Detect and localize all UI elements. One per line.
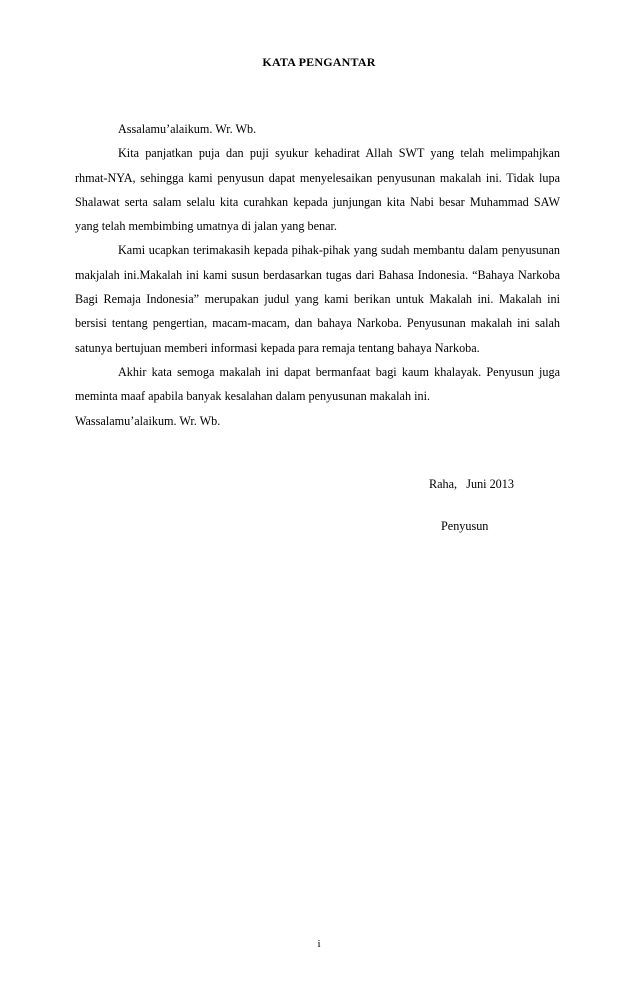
- page-number: i: [317, 938, 321, 950]
- paragraph-acknowledgement: Kami ucapkan terimakasih kepada pihak-pihak yang sudah membantu dalam penyusunan makjalah ini.Makalah ini kami susun berdasarkan tugas dari Bahasa Indonesia. “Bahaya Narkoba Bagi Remaja Indonesia” merupakan judul yang kami berikan untuk Makalah ini. Makalah ini bersisi tentang pengertian, macam-macam, dan bahaya Narkoba. Penyusunan makalah ini salah satunya bertujuan memberi informasi kepada para remaja tentang bahaya Narkoba.: [75, 243, 560, 355]
- paragraph-gratitude-to-god: Kita panjatkan puja dan puji syukur kehadirat Allah SWT yang telah melimpahjkan rhmat-NYA, sehingga kami penyusun dapat menyelesaikan penyusunan makalah ini. Tidak lupa Shalawat serta salam selalu kita curahkan kepada junjungan kita Nabi besar Muhammad SAW yang telah membimbing umatnya di jalan yang benar.: [75, 146, 560, 234]
- place-and-date: Raha, Juni 2013: [429, 477, 514, 491]
- body-text: [75, 117, 560, 433]
- page-title: KATA PENGANTAR: [262, 55, 376, 69]
- author-signature-label: Penyusun: [441, 519, 489, 533]
- closing-greeting: Wassalamu’alaikum. Wr. Wb.: [75, 413, 221, 428]
- paragraph-conclusion: Akhir kata semoga makalah ini dapat bermanfaat bagi kaum khalayak. Penyusun juga meminta maaf apabila banyak kesalahan dalam penyusunan makalah ini.: [75, 364, 560, 404]
- greeting-paragraph: Assalamu’alaikum. Wr. Wb.: [118, 122, 257, 136]
